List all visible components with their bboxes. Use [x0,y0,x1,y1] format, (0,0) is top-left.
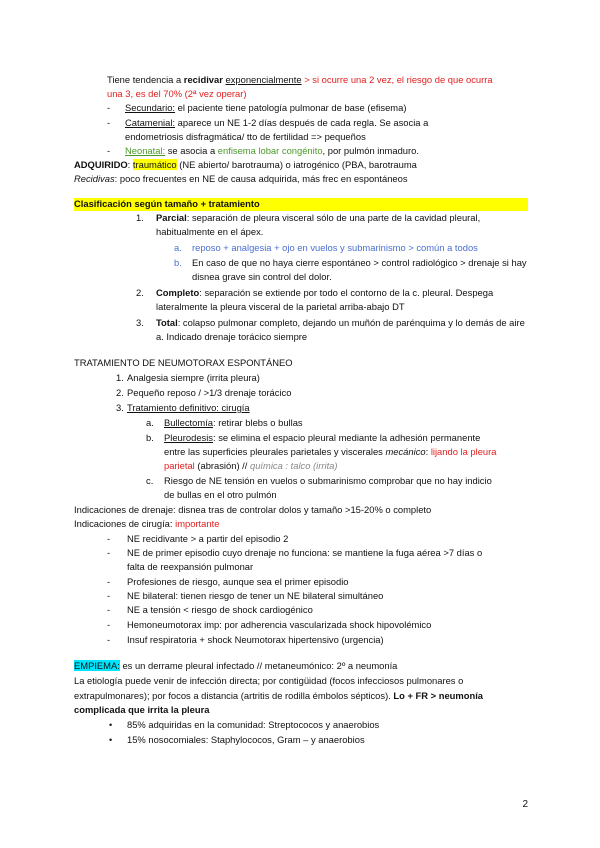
dash-bullet: - [107,102,111,113]
neonatal-item: Neonatal: se asocia a enfisema lobar congénito, por pulmón inmaduro. [125,145,419,156]
empiema-paragraph-line1: La etiología puede venir de infección directa; por contigüidad (focos infecciosos pulmonares o [74,675,464,686]
cirugia-item: Insuf respiratoria + shock Neumotorax hipertensivo (urgencia) [127,634,384,645]
clasificacion-item2: Completo: separación se extiende por todo el contorno de la c. pleural. Despega [156,287,494,298]
dash-bullet: - [107,576,111,587]
dash-bullet: - [107,117,111,128]
adquirido-line: ADQUIRIDO: traumático (NE abierto/ barotrauma) o iatrogénico (PBA, barotrauma [74,159,417,170]
clasificacion-sub-b: En caso de que no haya cierre espontáneo > control radiológico > drenaje si hay [192,257,527,268]
red-text: > si ocurre una 2 vez, el riesgo de que ocurra [301,74,493,85]
clasificacion-item3-cont: a. Indicado drenaje torácico siempre [156,331,308,342]
tratamiento-sub-b: Pleurodesis: se elimina el espacio pleural mediante la adhesión permanente [164,432,481,443]
dash-bullet: - [107,634,111,645]
intro-paragraph-line1 [107,74,493,87]
catamenial-item-cont: endometriosis disfragmática/ tto de fertilidad => pequeños [125,131,366,142]
list-number: 1. [136,212,144,223]
sub-letter: c. [146,475,154,486]
sub-letter: b. [146,432,154,443]
tratamiento-heading: TRATAMIENTO DE NEUMOTORAX ESPONTÁNEO [74,357,293,368]
bullet-dot: • [109,735,113,745]
secundario-item: Secundario: el paciente tiene patología pulmonar de base (efisema) [125,102,407,113]
clasificacion-heading: Clasificación según tamaño + tratamiento [74,198,528,211]
dash-bullet: - [107,604,111,615]
tratamiento-item3: Tratamiento definitivo: cirugía [127,402,250,413]
empiema-heading: EMPIEMA: es un derrame pleural infectado // metaneumónico: 2º a neumonía [74,660,398,671]
list-number: 1. [116,372,124,383]
cirugia-item: Hemoneumotorax imp: por adherencia vascularizada shock hipovolémico [127,619,432,630]
recidivas-line: Recidivas: poco frecuentes en NE de causa adquirida, más frec en espontáneos [74,173,408,184]
clasificacion-item1-cont: habitualmente en el ápex. [156,226,264,237]
tratamiento-sub-c-cont: de bullas en el otro pulmón [164,489,277,500]
empiema-bullet: 15% nosocomiales: Staphylococos, Gram – y anaerobios [127,734,365,745]
list-number: 2. [116,387,124,398]
indicaciones-cirugia: Indicaciones de cirugía: importante [74,518,220,529]
dash-bullet: - [107,145,111,156]
list-number: 2. [136,287,144,298]
sub-letter: b. [174,257,182,268]
bullet-dot: • [109,720,113,730]
tratamiento-sub-b-cont2: parietal (abrasión) // química : talco (irrita) [164,460,338,471]
cirugia-item: NE recidivante > a partir del episodio 2 [127,533,289,544]
page-number: 2 [522,799,528,810]
text-span: Tiene tendencia a [107,74,184,85]
cirugia-item: NE de primer episodio cuyo drenaje no funciona: se mantiene la fuga aérea >7 días o [127,547,483,558]
clasificacion-item2-cont: lateralmente la pleura visceral de la parietal arriba-abajo DT [156,301,405,312]
cirugia-item: NE bilateral: tienen riesgo de tener un NE bilateral simultáneo [127,590,384,601]
highlight-term: traumático [132,159,177,170]
tratamiento-sub-a: Bullectomía: retirar blebs o bullas [164,417,303,428]
tratamiento-sub-c: Riesgo de NE tensión en vuelos o submarinismo comprobar que no hay indicio [164,475,492,486]
dash-bullet: - [107,533,111,544]
tratamiento-item2: Pequeño reposo / >1/3 drenaje torácico [127,387,292,398]
bold-term: recidivar [183,74,223,85]
clasificacion-item1: Parcial: separación de pleura visceral sólo de una parte de la cavidad pleural, [156,212,481,223]
dash-bullet: - [107,619,111,630]
cirugia-item: NE a tensión < riesgo de shock cardiogénico [127,604,313,615]
clasificacion-item3: Total: colapso pulmonar completo, dejando un muñón de parénquima y lo demás de aire [156,317,525,328]
catamenial-item: Catamenial: aparece un NE 1-2 días después de cada regla. Se asocia a [125,117,429,128]
clasificacion-sub-b-cont: disnea grave sin control del dolor. [192,271,332,282]
sub-letter: a. [146,417,154,428]
sub-letter: a. [174,242,182,253]
tratamiento-sub-b-cont: entre las superficies pleurales parietales y viscerales mecánico: lijando la pleura [164,446,497,457]
clasificacion-sub-a: reposo + analgesia + ojo en vuelos y submarinismo > común a todos [192,242,478,253]
indicaciones-drenaje: Indicaciones de drenaje: disnea tras de controlar dolos y tamaño >15-20% o completo [74,504,432,515]
dash-bullet: - [107,590,111,601]
intro-paragraph-line2: una 3, es del 70% (2ª vez operar) [107,88,247,99]
tratamiento-item1: Analgesia siempre (irrita pleura) [127,372,260,383]
empiema-paragraph-line3: complicada que irrita la pleura [74,704,210,715]
cirugia-item: Profesiones de riesgo, aunque sea el primer episodio [127,576,349,587]
dash-bullet: - [107,547,111,558]
empiema-paragraph-line2: extrapulmonares); por focos a distancia (artritis de rodilla émbolos sépticos). Lo + FR > neumonía [74,690,484,701]
underlined-term: exponencialmente [225,74,302,85]
cirugia-item-cont: falta de reexpansión pulmonar [127,561,254,572]
empiema-bullet: 85% adquiridas en la comunidad: Streptococos y anaerobios [127,719,380,730]
list-number: 3. [116,402,124,413]
list-number: 3. [136,317,144,328]
